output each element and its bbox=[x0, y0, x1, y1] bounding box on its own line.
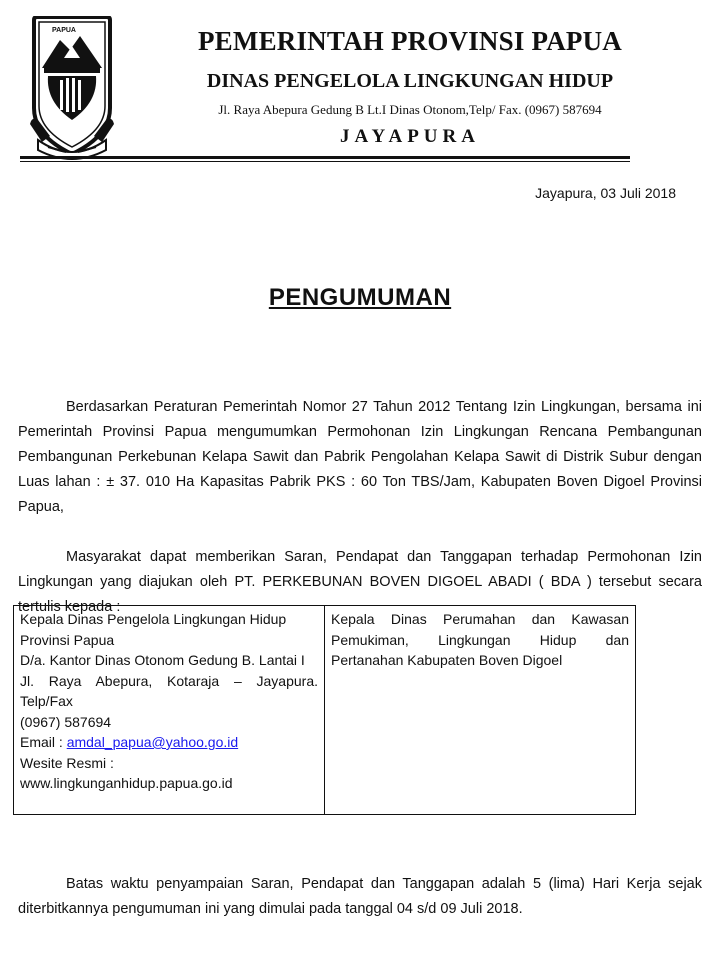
logo-text: PAPUA bbox=[52, 27, 76, 34]
address-website: Wesite Resmi : www.lingkunganhidup.papua.go.id bbox=[20, 754, 233, 791]
address-line: D/a. Kantor Dinas Otonom Gedung B. Lantai I bbox=[20, 652, 305, 668]
address-line: Kepala Dinas Pengelola Lingkungan Hidup bbox=[20, 611, 287, 627]
letterhead-rule-thin bbox=[20, 161, 630, 162]
address-table bbox=[13, 605, 636, 815]
office-address: Jl. Raya Abepura Gedung B Lt.I Dinas Otonom,Telp/ Fax. (0967) 587694 bbox=[218, 102, 602, 117]
letter-date: Jayapura, 03 Juli 2018 bbox=[535, 185, 676, 201]
paragraph-regulation: Berdasarkan Peraturan Pemerintah Nomor 27 Tahun 2012 Tentang Izin Lingkungan, bersama ini Pemerintah Provinsi Papua mengumumkan Permohonan Izin Lingkungan Rencana Pembangunan Pembangunan Perkebunan Kelapa Sawit dan Pabrik Pengolahan Kelapa Sawit di Distrik Subur dengan Luas lahan : ± 37. 010 Ha Kapasitas Pabrik PKS : 60 Ton TBS/Jam, Kabupaten Boven Digoel Provinsi Papua, bbox=[18, 399, 702, 515]
address-line: Jl. Raya Abepura, Kotaraja – Jayapura. Telp/Fax bbox=[20, 672, 318, 709]
address-email-row bbox=[20, 732, 318, 753]
email-label: Email : bbox=[20, 734, 67, 750]
email-link[interactable]: amdal_papua@yahoo.go.id bbox=[66, 734, 239, 750]
address-phone: (0967) 587694 bbox=[20, 713, 112, 730]
org-name: PEMERINTAH PROVINSI PAPUA bbox=[197, 26, 622, 56]
department-name: DINAS PENGELOLA LINGKUNGAN HIDUP bbox=[206, 70, 614, 92]
paragraph-public-input: Masyarakat dapat memberikan Saran, Pendapat dan Tanggapan terhadap Permohonan Izin Lingkungan yang diajukan oleh PT. PERKEBUNAN BOVEN DIGOEL ABADI ( BDA ) tersebut secara tertulis kepada : bbox=[18, 549, 702, 615]
address-cell-provincial bbox=[14, 606, 325, 814]
city-name: JAYAPURA bbox=[340, 126, 480, 147]
address-cell-regency: Kepala Dinas Perumahan dan Kawasan Pemukiman, Lingkungan Hidup dan Pertanahan Kabupaten Boven Digoel bbox=[331, 611, 629, 668]
papua-emblem-logo bbox=[26, 16, 118, 162]
address-line: Provinsi Papua bbox=[20, 631, 115, 648]
paragraph-deadline: Batas waktu penyampaian Saran, Pendapat dan Tanggapan adalah 5 (lima) Hari Kerja sejak diterbitkannya pengumuman ini yang dimulai pada tanggal 04 s/d 09 Juli 2018. bbox=[18, 876, 702, 917]
announcement-title: PENGUMUMAN bbox=[268, 284, 452, 311]
letterhead-rule-thick bbox=[20, 156, 630, 159]
